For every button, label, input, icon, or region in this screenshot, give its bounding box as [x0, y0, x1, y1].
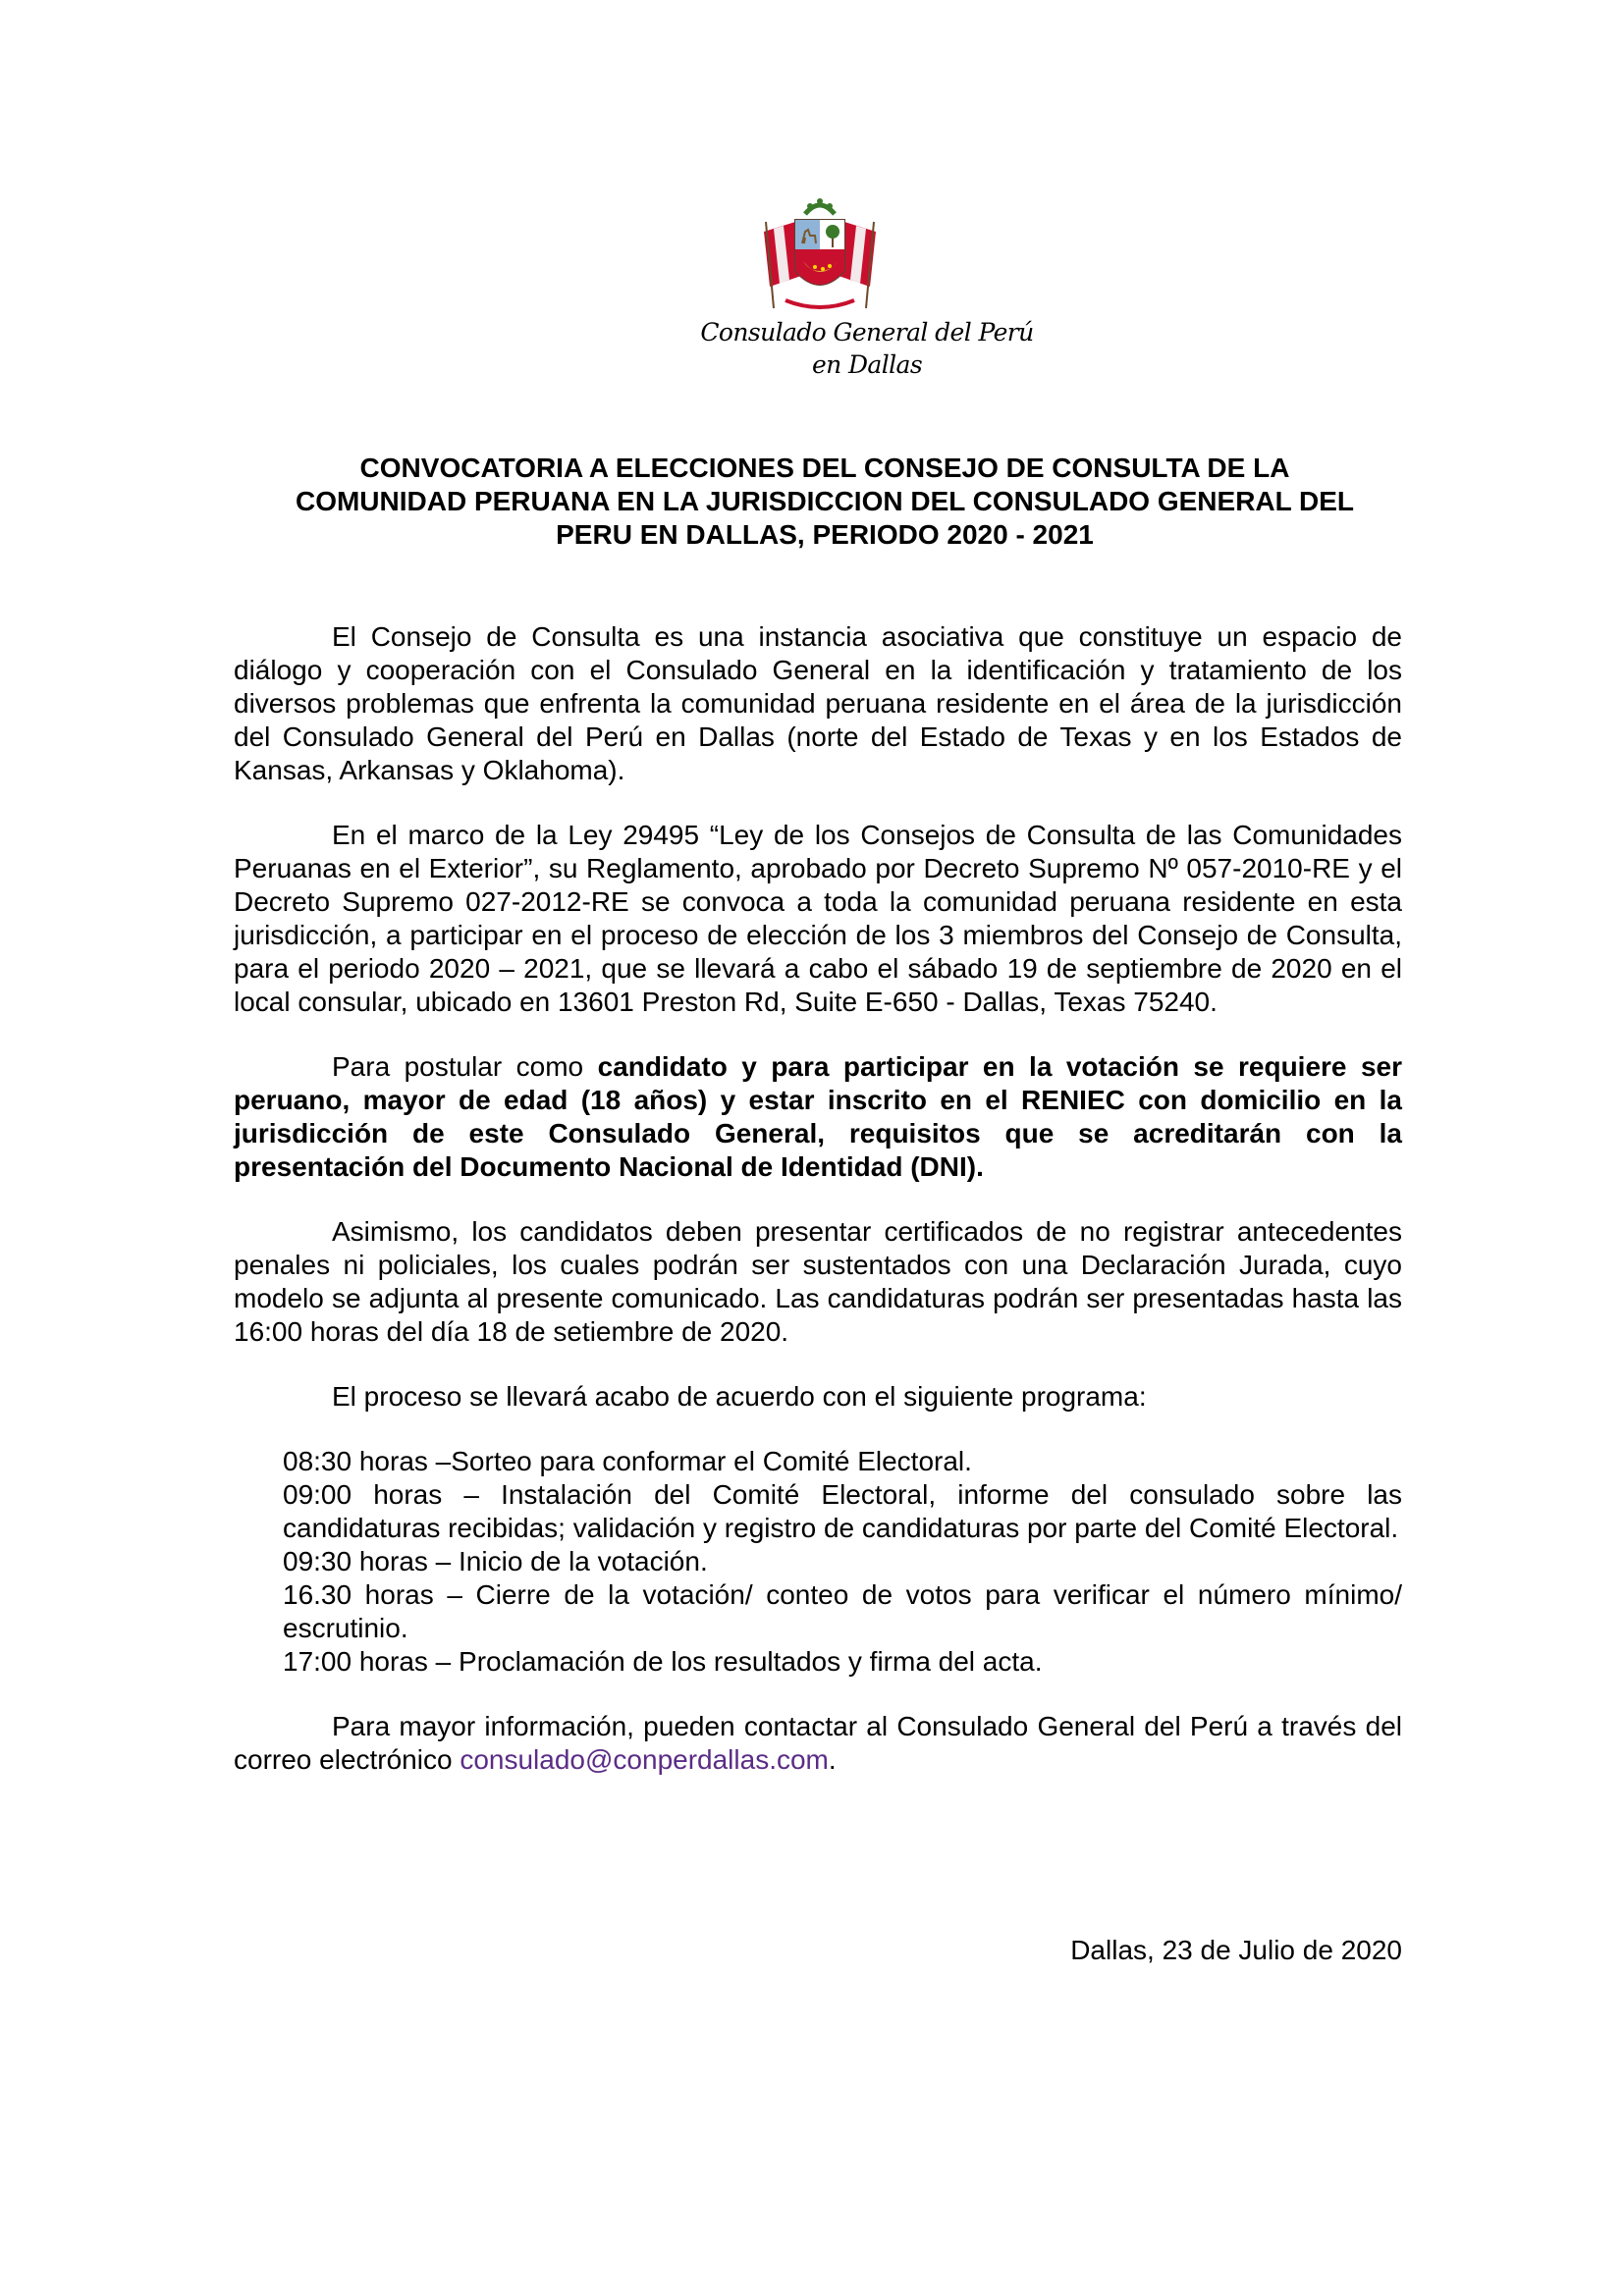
title-line2: COMUNIDAD PERUANA EN LA JURISDICCION DEL CONSULADO GENERAL DEL: [295, 486, 1355, 516]
contact-email-link[interactable]: consulado@conperdallas.com: [460, 1744, 829, 1775]
requirements-bold: candidato y para participar en la votación se requiere ser peruano, mayor de edad (18 años) y estar inscrito en el RENIEC con domicilio en la jurisdicción de este Consulado General, requisitos que se acreditarán con la presentación del Documento Nacional de Identidad (DNI).: [234, 1051, 1402, 1182]
paragraph-legal-framework: En el marco de la Ley 29495 “Ley de los Consejos de Consulta de las Comunidades Peruanas en el Exterior”, su Reglamento, aprobado por Decreto Supremo Nº 057-2010-RE y el Decreto Supremo 027-2012-RE se convoca a toda la comunidad peruana residente en esta jurisdicción, a participar en el proceso de elección de los 3 miembros del Consejo de Consulta, para el periodo 2020 – 2021, que se llevará a cabo el sábado 19 de septiembre de 2020 en el local consular, ubicado en 13601 Preston Rd, Suite E-650 - Dallas, Texas 75240.: [234, 820, 1402, 1017]
paragraph-council-description: El Consejo de Consulta es una instancia asociativa que constituye un espacio de diálogo y cooperación con el Consulado General en la identificación y tratamiento de los diversos problemas que enfrenta la comunidad peruana residente en el área de la jurisdicción del Consulado General del Perú en Dallas (norte del Estado de Texas y en los Estados de Kansas, Arkansas y Oklahoma).: [234, 621, 1402, 785]
paragraph-program-intro: El proceso se llevará acabo de acuerdo con el siguiente programa:: [332, 1381, 1147, 1412]
schedule-item: 16.30 horas – Cierre de la votación/ conteo de votos para verificar el número mínimo/ escrutinio.: [283, 1579, 1402, 1643]
title-line1: CONVOCATORIA A ELECCIONES DEL CONSEJO DE CONSULTA DE LA: [359, 453, 1290, 483]
schedule-list: [283, 1445, 1402, 1679]
paragraph-contact: [234, 1710, 1402, 1777]
schedule-item: 17:00 horas – Proclamación de los resultados y firma del acta.: [283, 1646, 1043, 1677]
document-body: [234, 620, 1402, 1808]
consulate-name-line1: Consulado General del Perú: [700, 318, 1034, 347]
schedule-item: 08:30 horas –Sorteo para conformar el Comité Electoral.: [283, 1446, 972, 1476]
requirements-lead: Para postular como: [332, 1051, 598, 1082]
schedule-item: 09:00 horas – Instalación del Comité Electoral, informe del consulado sobre las candidaturas recibidas; validación y registro de candidaturas por parte del Comité Electoral.: [283, 1479, 1402, 1543]
consulate-name-line2: en Dallas: [811, 350, 923, 379]
contact-tail: .: [828, 1744, 837, 1775]
title-line3: PERU EN DALLAS, PERIODO 2020 - 2021: [556, 519, 1094, 550]
contact-lead: Para mayor información, pueden contactar al Consulado General del Perú a través del correo electrónico: [234, 1711, 1402, 1775]
peru-coat-of-arms-icon: [756, 192, 884, 315]
schedule-item: 09:30 horas – Inicio de la votación.: [283, 1546, 708, 1576]
paragraph-requirements: [234, 1050, 1402, 1184]
consulate-name: [55, 316, 1624, 381]
paragraph-certificates: Asimismo, los candidatos deben presentar certificados de no registrar antecedentes penales ni policiales, los cuales podrán ser sustentados con una Declaración Jurada, cuyo modelo se adjunta al presente comunicado. Las candidaturas podrán ser presentadas hasta las 16:00 horas del día 18 de setiembre de 2020.: [234, 1216, 1402, 1347]
document-title: [245, 452, 1404, 552]
dateline: Dallas, 23 de Julio de 2020: [1070, 1935, 1402, 1965]
